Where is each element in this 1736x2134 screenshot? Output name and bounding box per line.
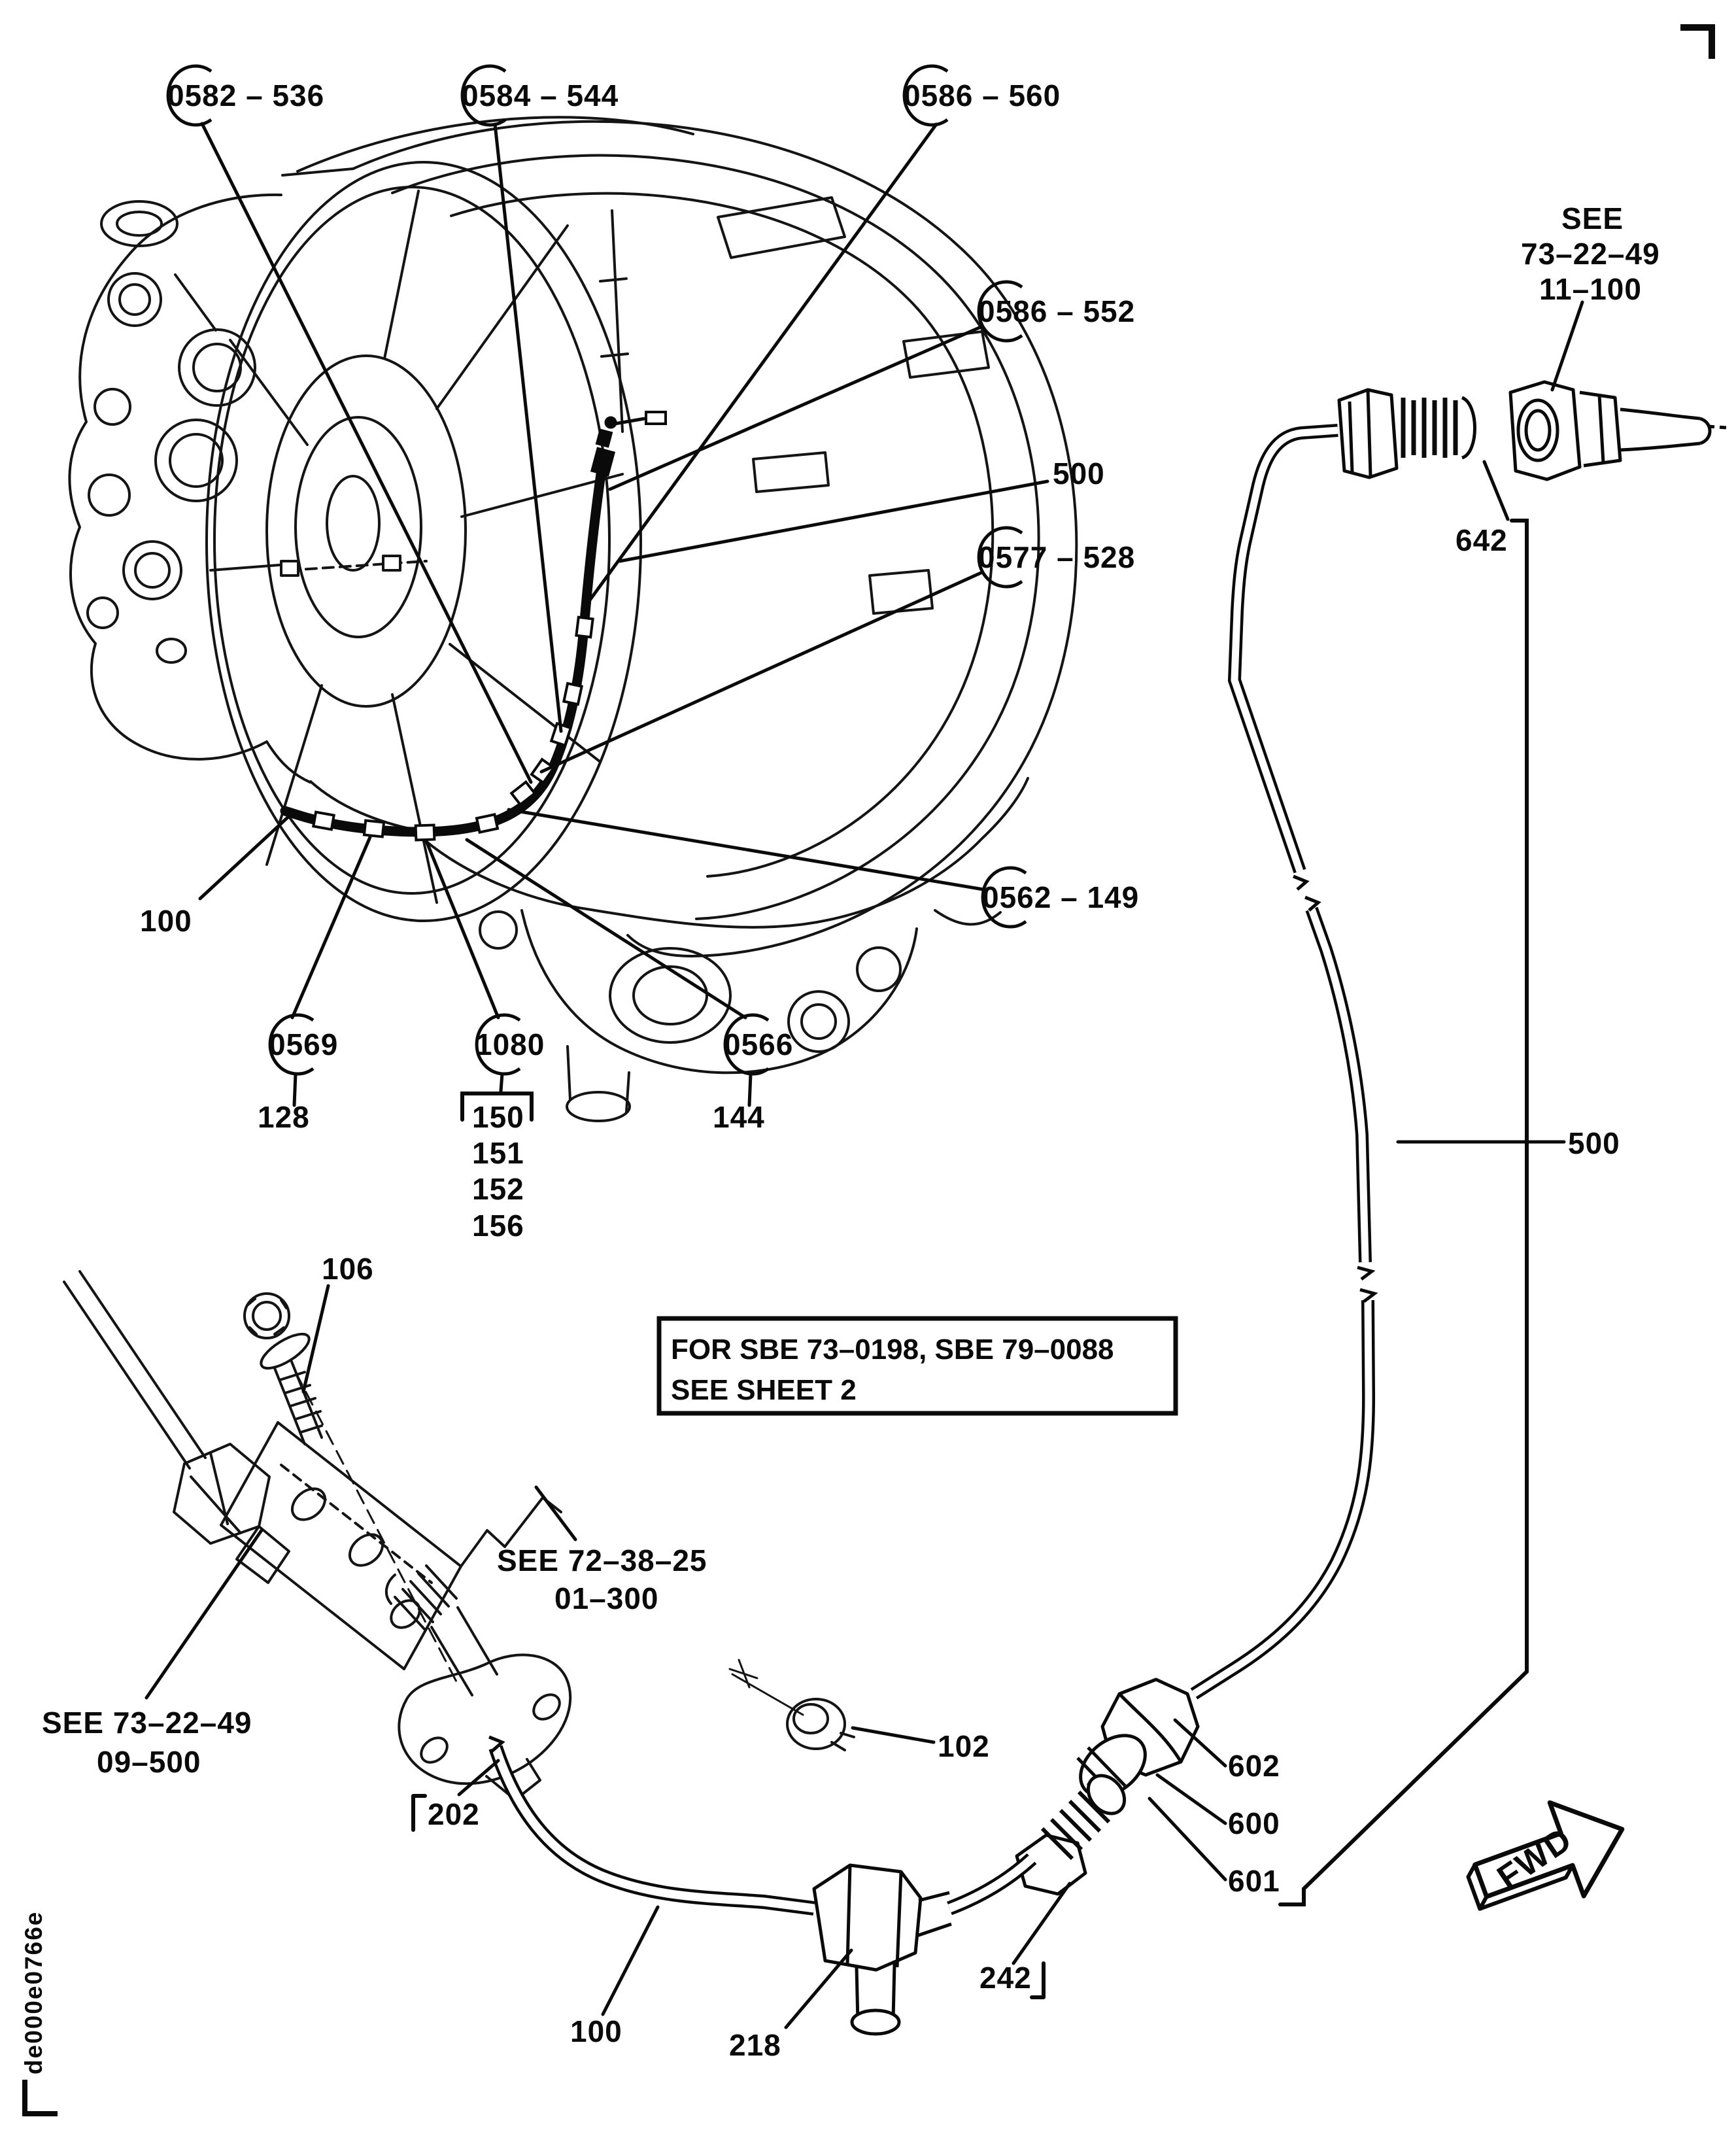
- diagram-line: [529, 1690, 564, 1725]
- callout-144: 144: [713, 1100, 765, 1134]
- note-box-line1: FOR SBE 73–0198, SBE 79–0088: [671, 1334, 1114, 1366]
- diagram-line: [415, 778, 1028, 927]
- callout-156: 156: [472, 1209, 524, 1243]
- diagram-line: [296, 1372, 458, 1684]
- callout-0586-560: 0586 – 560: [904, 78, 1061, 112]
- diagram-line: [789, 991, 849, 1052]
- diagram-line: [732, 1674, 803, 1715]
- diagram-line: [1403, 398, 1455, 458]
- fitting-642: [1339, 390, 1475, 477]
- diagram-line: [313, 812, 333, 830]
- group-bracket-202: [413, 1796, 425, 1830]
- fitting-09-500: [64, 1271, 289, 1583]
- callout-602: 602: [1228, 1749, 1280, 1783]
- mounting-bracket: [221, 1372, 561, 1684]
- diagram-line: [567, 1092, 630, 1121]
- leader-100-bottom: [603, 1907, 658, 2014]
- diagram-line: [857, 948, 900, 991]
- diagram-line: [267, 685, 322, 865]
- leader-0582-536: [202, 124, 531, 782]
- leader-0586-552: [610, 327, 981, 489]
- tube-500-casing: [1194, 430, 1374, 1694]
- leader-see-72-38-25: [536, 1487, 575, 1540]
- diagram-line: [417, 1733, 452, 1768]
- callout-0584-544: 0584 – 544: [462, 78, 619, 112]
- diagram-line: [480, 912, 517, 948]
- fwd-label: FWD: [1490, 1820, 1580, 1897]
- callout-0566: 0566: [724, 1027, 794, 1061]
- diagram-line: [230, 340, 307, 445]
- tube-connector: [591, 412, 666, 476]
- diagram-line: [568, 1046, 629, 1112]
- see-ref-mid-line1: SEE 72–38–25: [497, 1543, 707, 1577]
- elbow-fitting-242: [1017, 1768, 1132, 1894]
- callout-601: 601: [1228, 1864, 1280, 1898]
- diagram-line: [157, 639, 186, 663]
- engine-illustration: [69, 117, 1076, 1121]
- diagram-line: [628, 935, 692, 956]
- callout-1080: 1080: [475, 1027, 545, 1061]
- note-box-line2: SEE SHEET 2: [671, 1374, 857, 1406]
- diagram-line: [282, 169, 353, 175]
- callout-0582-536: 0582 – 536: [167, 78, 325, 112]
- diagram-line: [496, 1747, 814, 1908]
- diagram-line: [437, 226, 568, 409]
- callout-152: 152: [472, 1172, 524, 1206]
- callout-106: 106: [322, 1252, 374, 1286]
- callout-0577-528: 0577 – 528: [978, 540, 1136, 574]
- diagram-line: [794, 1704, 828, 1733]
- diagram-line: [384, 191, 418, 358]
- engine-tube-run: [285, 412, 666, 840]
- leader-0562-149: [509, 810, 983, 889]
- diagram-line: [395, 1566, 456, 1630]
- group-bracket-500: [1280, 521, 1527, 1904]
- leader-102: [853, 1728, 934, 1742]
- callout-500-left: 500: [1053, 456, 1105, 490]
- diagram-line: [591, 447, 615, 476]
- callout-600: 600: [1228, 1806, 1280, 1840]
- diagram-line: [1312, 909, 1365, 1262]
- diagram-line: [207, 162, 641, 921]
- diagram-line: [175, 275, 216, 330]
- tube-break-mark: [1357, 1267, 1374, 1301]
- callout-242: 242: [979, 1961, 1032, 1995]
- diagram-line: [253, 1302, 281, 1330]
- diagram-line: [1403, 398, 1455, 458]
- callout-0586-552: 0586 – 552: [978, 294, 1136, 328]
- diagram-line: [170, 434, 222, 487]
- diagram-line: [89, 475, 129, 515]
- diagram-line: [109, 273, 161, 326]
- diagram-line: [596, 429, 613, 447]
- callout-218: 218: [729, 2028, 781, 2062]
- leader-202: [459, 1761, 498, 1795]
- leader-242: [1013, 1884, 1070, 1963]
- diagram-line: [1700, 419, 1710, 443]
- diagram-line: [256, 1328, 314, 1375]
- leader-0584-544: [495, 124, 561, 731]
- diagram-line: [194, 344, 241, 391]
- diagram-line: [870, 570, 932, 613]
- callout-151: 151: [472, 1136, 524, 1170]
- diagram-line: [179, 330, 255, 405]
- diagram-line: [386, 1595, 425, 1633]
- diagram-line: [416, 825, 435, 840]
- diagram-line: [383, 556, 400, 570]
- leader-601: [1149, 1798, 1225, 1880]
- diagram-line: [135, 553, 169, 587]
- diagram-line: [477, 814, 498, 832]
- diagram-line: [753, 453, 828, 492]
- diagram-line: [95, 389, 130, 424]
- tee-fitting-218: [814, 1865, 951, 2034]
- diagram-line: [576, 617, 592, 637]
- diagram-line: [364, 821, 384, 837]
- page-corner-mark-top-right: [1680, 27, 1712, 59]
- diagram-line: [917, 1893, 951, 1936]
- diagram-line: [1194, 1300, 1369, 1694]
- diagram-line: [1708, 426, 1727, 428]
- artwork-code: de000e0766e: [20, 1910, 47, 2074]
- diagram-line: [564, 683, 581, 704]
- diagram-line: [646, 412, 666, 424]
- see-ref-bottom-left-line2: 09–500: [97, 1745, 201, 1779]
- callout-0569: 0569: [269, 1027, 339, 1061]
- diagram-line: [386, 1575, 395, 1604]
- leader-see-09-500: [146, 1530, 262, 1698]
- callout-labels: [140, 78, 1620, 2062]
- lower-tube-assembly: [489, 1737, 1032, 2034]
- diagram-line: [1234, 430, 1338, 871]
- leader-218: [786, 1950, 851, 2027]
- diagram-line: [600, 279, 628, 356]
- callout-100-bottom: 100: [570, 2014, 622, 2048]
- callout-102: 102: [938, 1729, 990, 1763]
- diagram-line: [522, 910, 917, 1073]
- page-corner-mark-bottom-left: [25, 2080, 58, 2114]
- callout-202: 202: [428, 1797, 480, 1831]
- see-ref-bottom-left-line1: SEE 73–22–49: [42, 1706, 252, 1740]
- nut-102: [730, 1660, 854, 1750]
- tube-break-mark: [1293, 876, 1318, 910]
- diagram-line: [120, 284, 150, 315]
- diagram-line: [612, 211, 622, 432]
- diagram-line: [69, 195, 310, 782]
- callout-500-right: 500: [1568, 1126, 1620, 1160]
- diagram-line: [281, 561, 298, 576]
- leader-106: [303, 1286, 328, 1392]
- diagram-line: [1462, 398, 1475, 458]
- diagram-line: [117, 212, 162, 235]
- union-fitting-202: [386, 1566, 570, 1800]
- diagram-line: [191, 1453, 241, 1533]
- callout-0562-149: 0562 – 149: [982, 880, 1140, 914]
- diagram-line: [802, 1005, 836, 1039]
- tube-run-path: [285, 470, 602, 832]
- see-ref-top-right-line1: SEE: [1561, 201, 1624, 235]
- diagram-line: [392, 695, 437, 903]
- diagram-line: [64, 1271, 205, 1468]
- diagram-line: [88, 598, 118, 628]
- leader-11-100: [1552, 302, 1582, 390]
- group-bracket-242: [1032, 1963, 1044, 1997]
- diagram-line: [156, 420, 237, 501]
- diagram-line: [124, 542, 181, 599]
- diagram-line: [814, 1865, 921, 1970]
- leader-0566: [467, 840, 745, 1018]
- diagram-line: [730, 1660, 757, 1687]
- diagram-line: [327, 476, 379, 570]
- see-ref-top-right-line3: 11–100: [1539, 272, 1642, 306]
- diagram-line: [1620, 409, 1700, 450]
- leader-100-top: [200, 816, 289, 899]
- diagram-line: [852, 2010, 899, 2034]
- fwd-arrow: [1454, 1783, 1639, 1931]
- tube-500-assembly: [1017, 382, 1727, 1894]
- leader-642: [1484, 462, 1508, 519]
- reference-labels: [42, 201, 1660, 1779]
- callout-128: 128: [258, 1100, 310, 1134]
- see-ref-mid-line2: 01–300: [554, 1581, 659, 1615]
- diagram-line: [174, 1444, 269, 1543]
- leader-0569: [292, 837, 370, 1018]
- see-ref-top-right-line2: 73–22–49: [1521, 237, 1660, 271]
- callout-150: 150: [472, 1100, 524, 1134]
- diagram-line: [718, 198, 845, 258]
- note-box: [659, 1318, 1176, 1413]
- diagram-line: [286, 1483, 332, 1526]
- diagram-line: [392, 156, 1039, 919]
- callout-100-top: 100: [140, 904, 192, 938]
- callout-642: 642: [1455, 523, 1508, 557]
- diagram-line: [1526, 411, 1550, 450]
- fitting-union-11-100: [1510, 382, 1727, 479]
- diagram-line: [344, 1528, 389, 1572]
- stem-1080-150: [501, 1074, 502, 1091]
- diagram-line: [634, 967, 707, 1024]
